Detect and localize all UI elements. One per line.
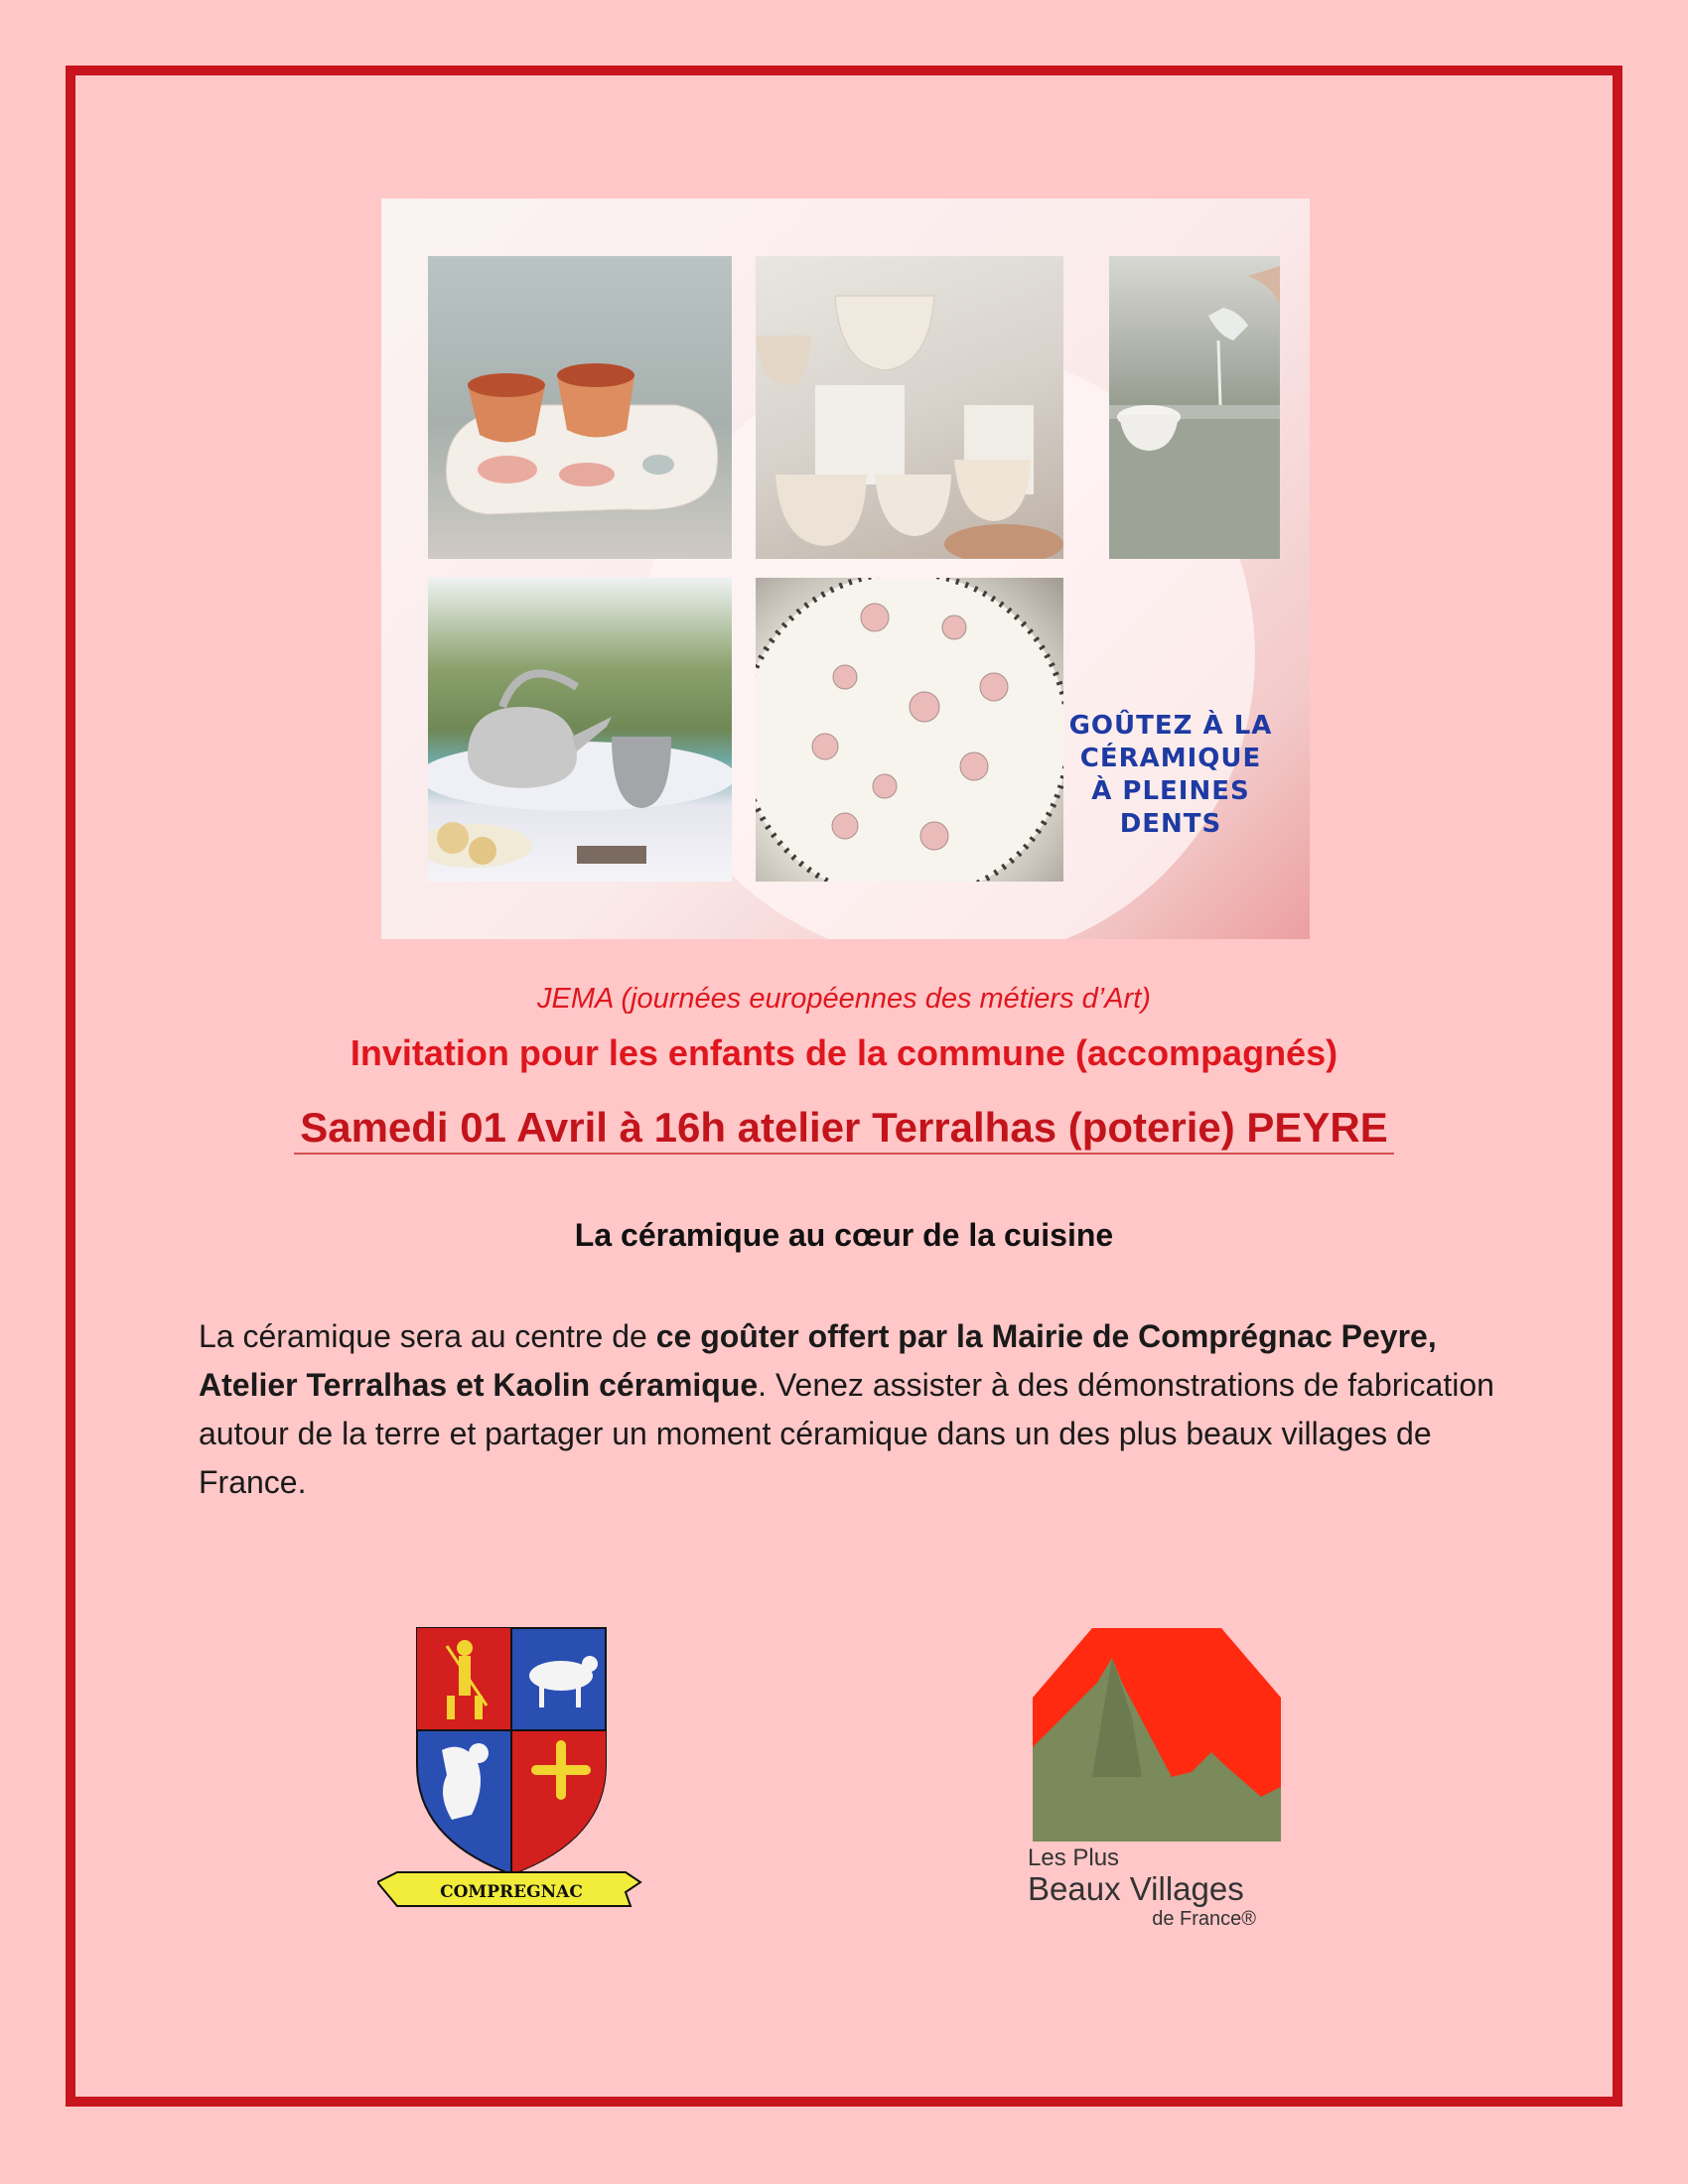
- event-date-line: [0, 1104, 1688, 1152]
- body-text-start: La céramique sera au centre de: [199, 1318, 656, 1354]
- photo-bowls-on-palette-tray: [428, 256, 732, 559]
- body-text-bold: ce goûter offert par la Mairie de Comprégnac Peyre, Atelier Terralhas et Kaolin céramique: [199, 1318, 1437, 1403]
- photo-decorated-plate: [756, 578, 1063, 882]
- jema-heading: JEMA (journées européennes des métiers d’Art): [537, 983, 1151, 1015]
- photo-fountain-pitcher: [1109, 256, 1280, 559]
- slogan-line-2: CÉRAMIQUE: [1079, 744, 1262, 773]
- plbv-line-3: de France®: [1152, 1908, 1256, 1930]
- photo-ceramic-cups-display: [756, 256, 1063, 559]
- collage-slogan: [1052, 710, 1290, 841]
- slogan-line-1: GOÛTEZ À LA: [1068, 711, 1273, 741]
- plbv-line-1: Les Plus: [1028, 1844, 1120, 1871]
- body-text-end: . Venez assister à des démonstrations de fabrication autour de la terre et partager un moment céramique dans un des plus beaux villages de France.: [199, 1367, 1494, 1500]
- coat-banner-text: COMPREGNAC: [440, 1882, 583, 1902]
- body-paragraph: [199, 1312, 1519, 1507]
- compregnac-coat-of-arms: [377, 1626, 645, 1924]
- photo-teapot-valley-view: [428, 578, 732, 882]
- plus-beaux-villages-text: [1028, 1844, 1276, 1931]
- photo-collage: [381, 199, 1310, 939]
- section-subtitle: La céramique au cœur de la cuisine: [574, 1217, 1114, 1253]
- slogan-line-3: À PLEINES DENTS: [1091, 776, 1250, 839]
- event-date-text: Samedi 01 Avril à 16h atelier Terralhas (poterie) PEYRE: [294, 1104, 1394, 1155]
- invitation-heading: Invitation pour les enfants de la commune (accompagnés): [350, 1032, 1338, 1073]
- plbv-line-2: Beaux Villages: [1028, 1870, 1244, 1907]
